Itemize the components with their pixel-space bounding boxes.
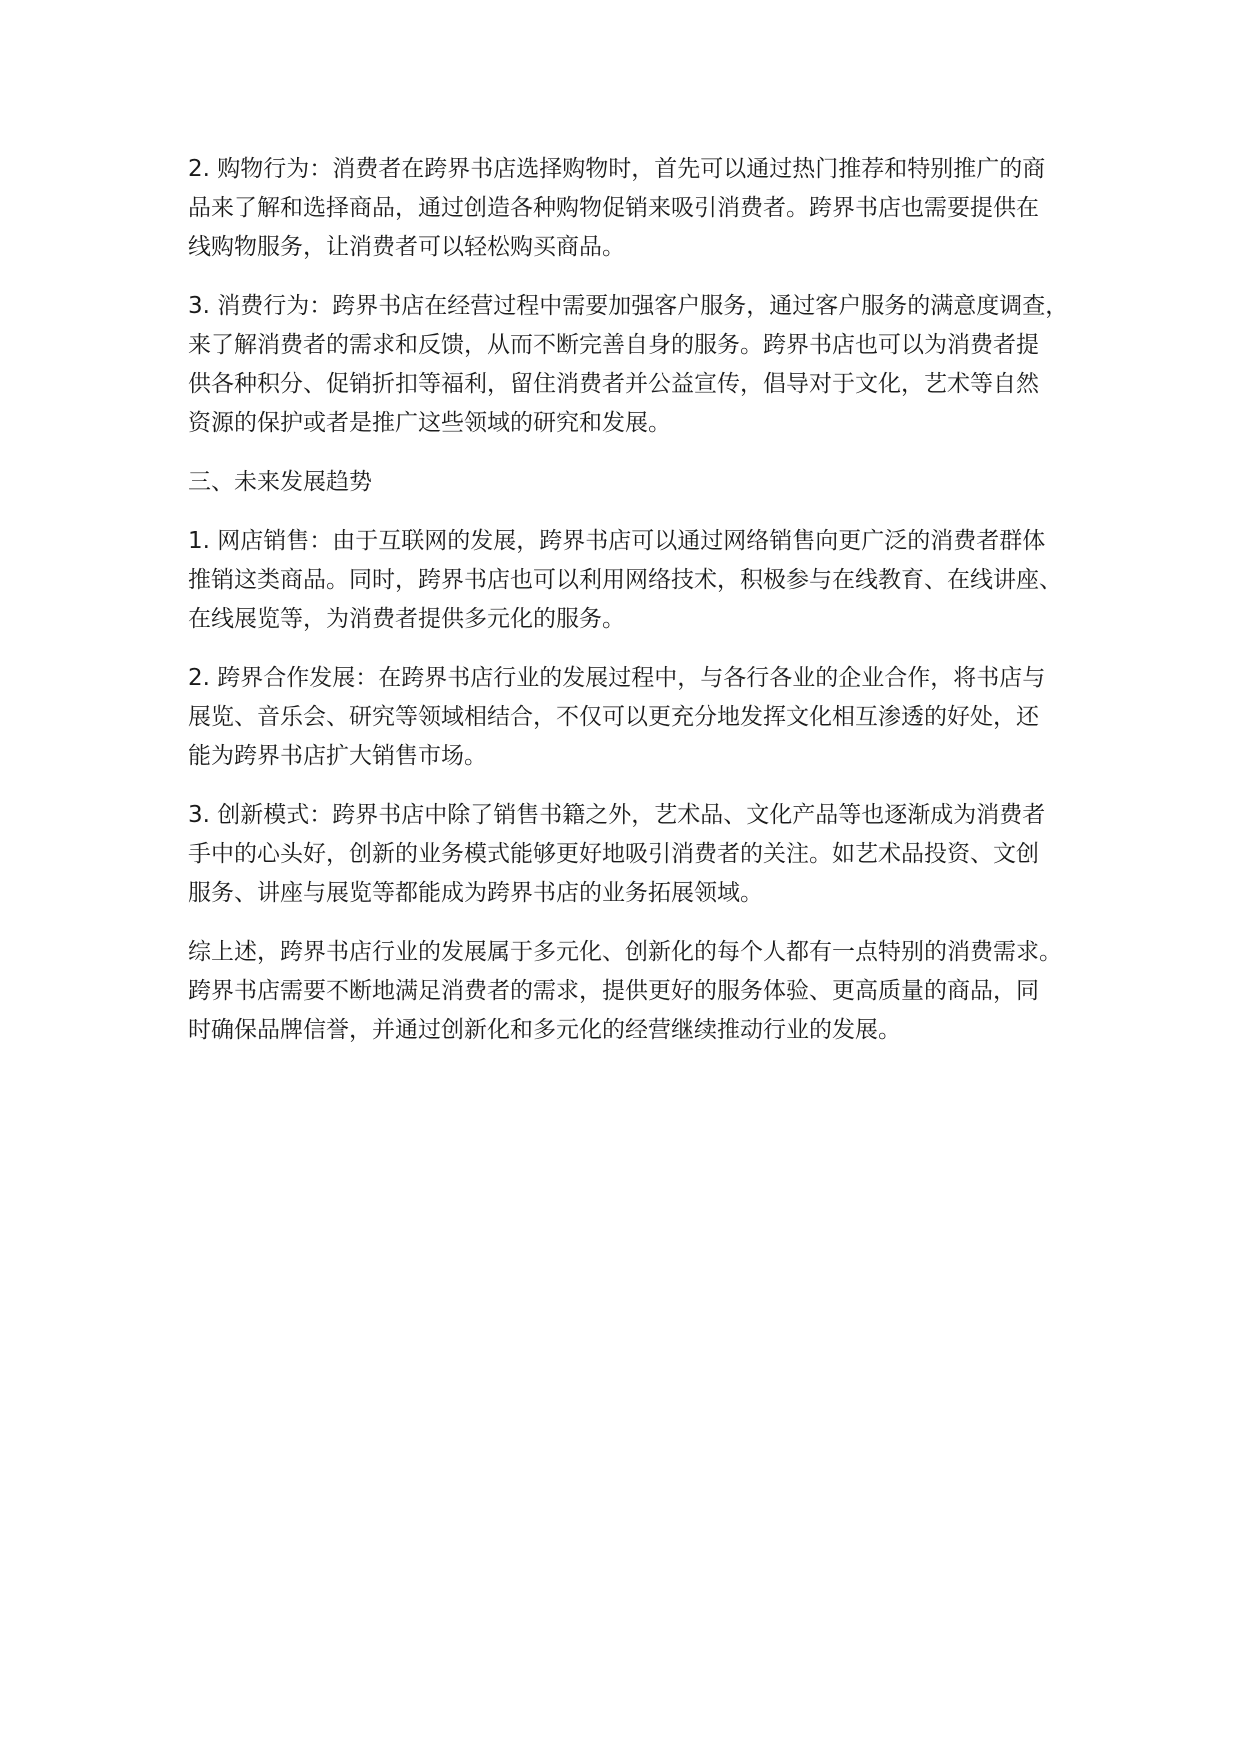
paragraph-line: 供各种积分、促销折扣等福利，留住消费者并公益宣传，倡导对于文化，艺术等自然 [188, 371, 1039, 397]
paragraph-line: 3. 消费行为：跨界书店在经营过程中需要加强客户服务，通过客户服务的满意度调查， [188, 293, 1069, 319]
paragraph-line: 综上述，跨界书店行业的发展属于多元化、创新化的每个人都有一点特别的消费需求。 [188, 939, 1062, 965]
paragraph-line: 能为跨界书店扩大销售市场。 [188, 743, 487, 769]
paragraph-line: 展览、音乐会、研究等领域相结合，不仅可以更充分地发挥文化相互渗透的好处，还 [188, 704, 1039, 730]
paragraph-line: 2. 购物行为：消费者在跨界书店选择购物时，首先可以通过热门推荐和特别推广的商 [188, 156, 1046, 182]
paragraph-consumption-behavior [188, 287, 1068, 443]
paragraph-line: 资源的保护或者是推广这些领域的研究和发展。 [188, 410, 671, 436]
paragraph-line: 3. 创新模式：跨界书店中除了销售书籍之外，艺术品、文化产品等也逐渐成为消费者 [188, 802, 1046, 828]
paragraph-line: 品来了解和选择商品，通过创造各种购物促销来吸引消费者。跨界书店也需要提供在 [188, 195, 1039, 221]
paragraph-line: 推销这类商品。同时，跨界书店也可以利用网络技术，积极参与在线教育、在线讲座、 [188, 567, 1062, 593]
paragraph-cross-cooperation [188, 659, 1068, 776]
paragraph-line: 线购物服务，让消费者可以轻松购买商品。 [188, 234, 625, 260]
paragraph-line: 时确保品牌信誉，并通过创新化和多元化的经营继续推动行业的发展。 [188, 1017, 901, 1043]
paragraph-line: 来了解消费者的需求和反馈，从而不断完善自身的服务。跨界书店也可以为消费者提 [188, 332, 1039, 358]
paragraph-innovation-model [188, 796, 1068, 913]
paragraph-line: 手中的心头好，创新的业务模式能够更好地吸引消费者的关注。如艺术品投资、文创 [188, 841, 1039, 867]
document-body [188, 150, 1068, 1070]
paragraph-line: 在线展览等，为消费者提供多元化的服务。 [188, 606, 625, 632]
paragraph-online-sales [188, 522, 1068, 639]
paragraph-line: 2. 跨界合作发展：在跨界书店行业的发展过程中，与各行各业的企业合作，将书店与 [188, 665, 1046, 691]
paragraph-conclusion [188, 933, 1068, 1050]
paragraph-shopping-behavior [188, 150, 1068, 267]
paragraph-line: 服务、讲座与展览等都能成为跨界书店的业务拓展领域。 [188, 880, 763, 906]
section-heading-text: 三、未来发展趋势 [188, 469, 372, 495]
paragraph-line: 1. 网店销售：由于互联网的发展，跨界书店可以通过网络销售向更广泛的消费者群体 [188, 528, 1046, 554]
paragraph-line: 跨界书店需要不断地满足消费者的需求，提供更好的服务体验、更高质量的商品，同 [188, 978, 1039, 1004]
section-heading-future-trends [188, 463, 1068, 502]
